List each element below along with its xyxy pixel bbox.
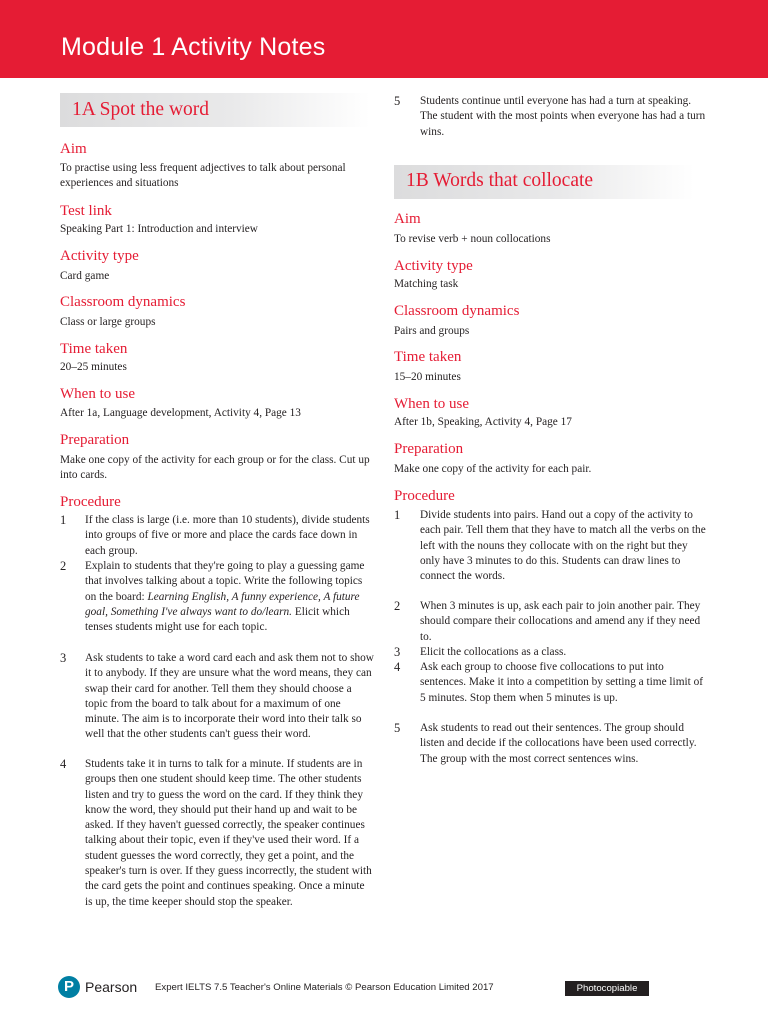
step-number: 5	[394, 721, 401, 735]
preparation-text: Make one copy of the activity for each pair.	[394, 463, 592, 475]
step-text: Ask each group to choose five collocations to put into sentences. Make it into a competition by setting a time limit of 5 minutes. Stop them when 5 minutes is up.	[420, 661, 703, 704]
preparation-heading: Preparation	[394, 441, 464, 457]
page-title: Module 1 Activity Notes	[61, 33, 326, 61]
time-taken-text: 20–25 minutes	[60, 361, 127, 373]
pearson-logo-icon: P	[58, 976, 80, 998]
step-text: Divide students into pairs. Hand out a copy of the activity to each pair. Tell them that they have to match all the verbs on the left with the nouns they collocate with on the right but they only have 3 minutes to do this. Students can draw lines to connect the words.	[420, 509, 706, 583]
aim-text: To revise verb + noun collocations	[394, 233, 551, 245]
step-text: When 3 minutes is up, ask each pair to join another pair. They should compare their collocations and amend any if they need to.	[420, 600, 701, 643]
activity-type-heading: Activity type	[60, 248, 139, 264]
topics-list: Learning English, A funny experience, A future goal, Something I've always want to do/learn.	[85, 590, 360, 618]
step-number: 3	[394, 645, 401, 659]
step-text: Explain to students that they're going to play a guessing game that involves talking about a topic. Write the following topics on the board: Learning English, A funny experience, A future goal, Something I've always want to do/learn. Elicit which tenses students might use for each topic.	[85, 560, 365, 634]
classroom-dynamics-heading: Classroom dynamics	[60, 294, 186, 310]
step-number: 4	[60, 757, 67, 771]
header-bar	[0, 0, 768, 78]
step-number: 2	[394, 599, 401, 613]
time-taken-heading: Time taken	[60, 341, 128, 357]
section-title-1b: 1B Words that collocate	[406, 170, 594, 191]
when-to-use-text: After 1b, Speaking, Activity 4, Page 17	[394, 416, 572, 428]
step-number: 4	[394, 660, 401, 674]
classroom-dynamics-text: Pairs and groups	[394, 325, 470, 337]
step-number: 1	[60, 513, 67, 527]
step-text: Elicit the collocations as a class.	[420, 646, 567, 658]
step-number: 2	[60, 559, 67, 573]
section-title-1a: 1A Spot the word	[72, 99, 210, 120]
when-to-use-heading: When to use	[394, 396, 469, 412]
time-taken-text: 15–20 minutes	[394, 371, 461, 383]
step-text: If the class is large (i.e. more than 10 students), divide students into groups of five or more and place the cards face down in each group.	[85, 514, 370, 557]
aim-heading: Aim	[394, 211, 421, 227]
step-number: 1	[394, 508, 401, 522]
activity-type-text: Matching task	[394, 278, 459, 290]
test-link-heading: Test link	[60, 203, 112, 219]
test-link-text: Speaking Part 1: Introduction and interview	[60, 223, 258, 235]
procedure-heading: Procedure	[394, 488, 455, 504]
classroom-dynamics-heading: Classroom dynamics	[394, 303, 520, 319]
copyright-text: Expert IELTS 7.5 Teacher's Online Materials © Pearson Education Limited 2017	[155, 982, 494, 993]
photocopiable-badge: Photocopiable	[565, 981, 649, 996]
step-text: Students take it in turns to talk for a minute. If students are in groups then one student should keep time. The other students listen and try to guess the word on the card. If they think they know the word, they should put their hand up and wait to be asked. If they haven't guessed correctly, the speaker continues talking about their topic, even if they've used their word. If a student guesses the word correctly, they get a point, and the speaker's turn is over. If they guess incorrectly, the student with the card gets the point and continues speaking. Once a minute is up, the time keeper should stop the speaker.	[85, 758, 372, 908]
preparation-text: Make one copy of the activity for each group or for the class. Cut up into cards.	[60, 454, 370, 482]
brand-name: Pearson	[85, 979, 138, 995]
procedure-heading: Procedure	[60, 494, 121, 510]
step-text: Ask students to read out their sentences. The group should listen and decide if the collocations have been used correctly. The group with the most correct sentences wins.	[420, 722, 697, 765]
when-to-use-text: After 1a, Language development, Activity 4, Page 13	[60, 407, 301, 419]
step-number: 5	[394, 94, 401, 108]
when-to-use-heading: When to use	[60, 386, 135, 402]
time-taken-heading: Time taken	[394, 349, 462, 365]
activity-type-heading: Activity type	[394, 258, 473, 274]
activity-type-text: Card game	[60, 270, 110, 282]
preparation-heading: Preparation	[60, 432, 130, 448]
classroom-dynamics-text: Class or large groups	[60, 316, 156, 328]
step-text: Students continue until everyone has had a turn at speaking. The student with the most points when everyone has had a turn wins.	[420, 95, 706, 138]
step-text: Ask students to take a word card each and ask them not to show it to anybody. If they are unsure what the word means, they can swap their card for another. Tell them they should choose a topic from the board to talk about for a maximum of one minute. The aim is to incorporate their word into their talk so well that the other students can't guess their word.	[85, 652, 374, 741]
aim-text: To practise using less frequent adjectives to talk about personal experiences and situations	[60, 162, 346, 190]
aim-heading: Aim	[60, 141, 87, 157]
step-number: 3	[60, 651, 67, 665]
